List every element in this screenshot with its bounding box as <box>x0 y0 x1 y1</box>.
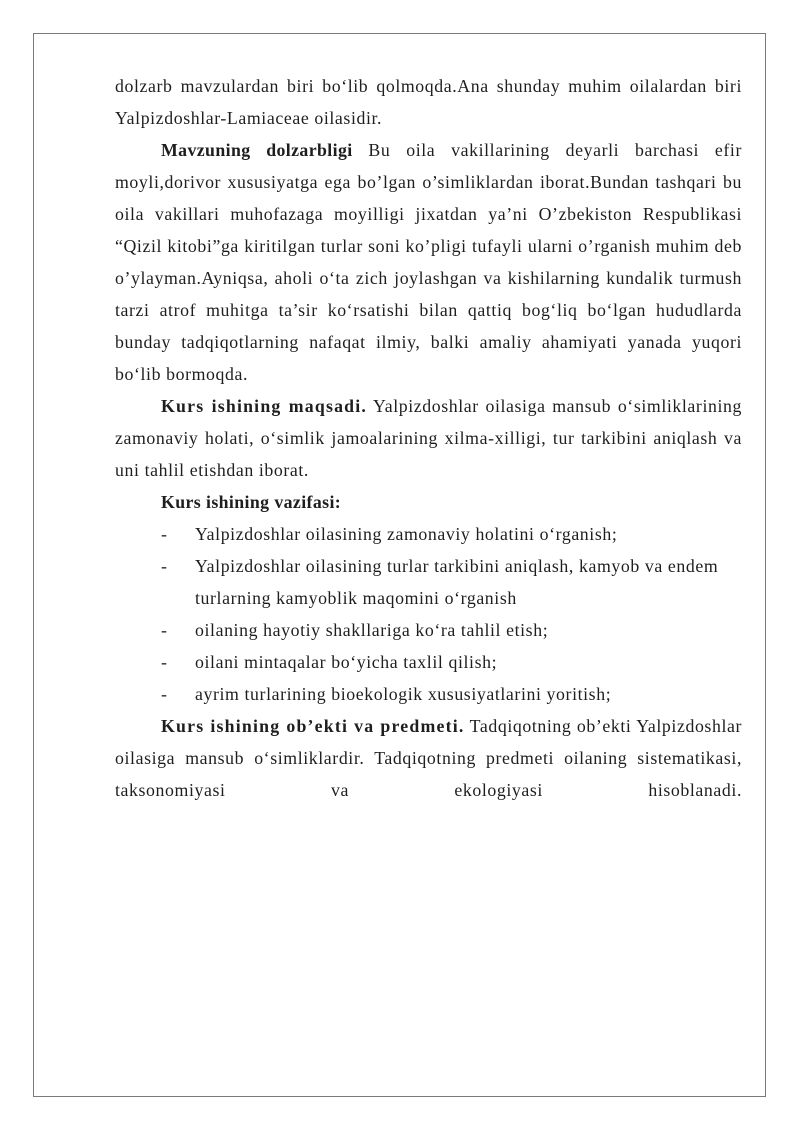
tasks-heading <box>115 486 742 518</box>
list-dash: - <box>161 620 168 640</box>
paragraph-relevance <box>115 134 742 390</box>
object-subject-text: Tadqiqotning ob’ekti Yalpizdoshlar oilasiga mansub o‘simliklardir. Tadqiqotning predmeti oilaning sistematikasi, taksonomiyasi va ekologiyasi hisoblanadi. <box>115 716 742 800</box>
object-subject-heading: Kurs ishining ob’ekti va predmeti. <box>161 716 465 736</box>
document-body <box>115 70 742 806</box>
relevance-heading: Mavzuning dolzarbligi <box>161 140 353 160</box>
list-dash: - <box>161 684 168 704</box>
list-item-text: oilaning hayotiy shakllariga ko‘ra tahlil etish; <box>195 620 549 640</box>
list-item <box>161 646 742 678</box>
goal-text: Yalpizdoshlar oilasiga mansub o‘simliklarining zamonaviy holati, o‘simlik jamoalarining xilma-xilligi, tur tarkibini aniqlash va uni tahlil etishdan iborat. <box>115 396 742 480</box>
paragraph-object-subject <box>115 710 742 806</box>
list-dash: - <box>161 524 168 544</box>
list-item-text: Yalpizdoshlar oilasining zamonaviy holatini o‘rganish; <box>195 524 618 544</box>
list-item-text: ayrim turlarining bioekologik xususiyatlarini yoritish; <box>195 684 612 704</box>
relevance-text: Bu oila vakillarining deyarli barchasi efir moyli,dorivor xususiyatga ega bo’lgan o’simliklardan iborat.Bundan tashqari bu oila vakillari muhofazaga moyilligi jixatdan ya’ni O’zbekiston Respublikasi “Qizil kitobi”ga kiritilgan turlar soni ko’pligi tufayli ularni o’rganish muhim deb o’ylayman.Ayniqsa, aholi o‘ta zich joylashgan va kishilarning kundalik turmush tarzi atrof muhitga ta’sir ko‘rsatishi bilan qattiq bog‘liq bo‘lgan hududlarda bunday tadqiqotlarning nafaqat ilmiy, balki amaliy ahamiyati yanada yuqori bo‘lib bormoqda. <box>115 140 742 384</box>
list-item-text: Yalpizdoshlar oilasining turlar tarkibini aniqlash, kamyob va endem turlarning kamyoblik maqomini o‘rganish <box>195 556 719 608</box>
list-item <box>161 518 742 550</box>
goal-heading: Kurs ishining maqsadi. <box>161 396 368 416</box>
list-dash: - <box>161 652 168 672</box>
tasks-list <box>115 518 742 710</box>
list-item <box>161 678 742 710</box>
tasks-heading-text: Kurs ishining vazifasi: <box>161 492 342 512</box>
list-item <box>161 550 742 614</box>
list-item <box>161 614 742 646</box>
list-dash: - <box>161 556 168 576</box>
paragraph-goal <box>115 390 742 486</box>
paragraph-intro-continuation: dolzarb mavzulardan biri bo‘lib qolmoqda.Ana shunday muhim oilalardan biri Yalpizdoshlar-Lamiaceae oilasidir. <box>115 76 742 128</box>
list-item-text: oilani mintaqalar bo‘yicha taxlil qilish; <box>195 652 498 672</box>
